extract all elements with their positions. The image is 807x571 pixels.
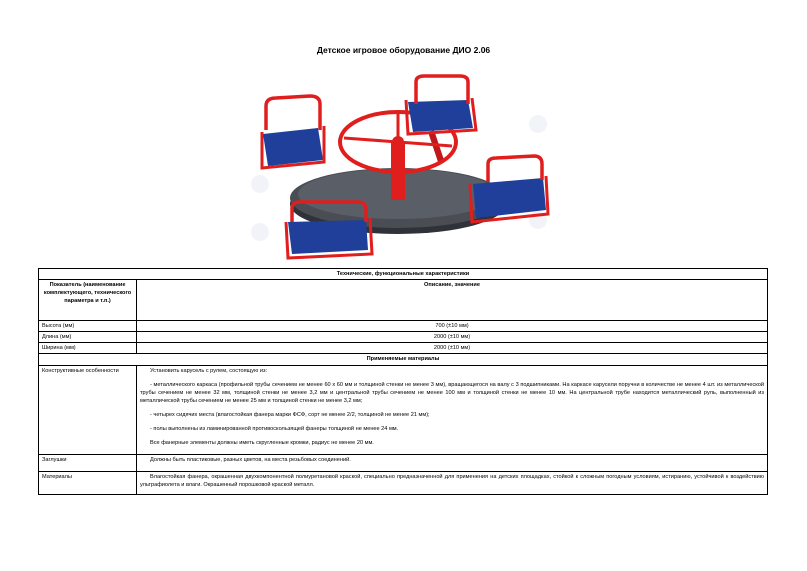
materials-text: Влагостойкая фанера, окрашенная двухкомпонентной полиуретановой краской, специально предназначенной для применения на детских площадках, стойкой к сложным погодным условиям, истиранию, устойчивой к воздействию ультрафиолета и влаги. Окрашенный порошковой краской металл. (140, 474, 764, 489)
row-value-plugs (137, 455, 768, 472)
row-label-construction: Конструктивные особенности (39, 365, 137, 455)
row-value-width: 2000 (±10 мм) (137, 343, 768, 354)
row-value-materials (137, 472, 768, 495)
construction-edges: Все фанерные элементы должны иметь скругленные кромки, радиус не менее 20 мм. (150, 440, 374, 447)
col-header-description: Описание, значение (137, 280, 768, 321)
row-value-height: 700 (±10 мм) (137, 321, 768, 332)
section-title-materials: Применяемые материалы (39, 354, 768, 365)
row-value-construction (137, 365, 768, 455)
page-title: Детское игровое оборудование ДИО 2.06 (316, 45, 491, 55)
spec-table (38, 268, 768, 495)
row-label-length: Длина (мм) (39, 332, 137, 343)
construction-seats: - четырех сидячих места (влагостойкая фанера марки ФСФ, сорт не менее 2/2, толщиной не менее 21 мм); (150, 411, 430, 418)
seat-back-right (406, 76, 476, 134)
row-label-materials: Материалы (39, 472, 137, 495)
row-value-length: 2000 (±10 мм) (137, 332, 768, 343)
seat-back-left (262, 96, 324, 168)
plugs-text: Должны быть пластиковые, разных цветов, на места резьбовых соединений. (150, 457, 351, 464)
row-label-width: Ширина (мм) (39, 343, 137, 354)
construction-floors: - полы выполнены из ламинированной противоскользящей фанеры толщиной не менее 24 мм. (150, 426, 399, 433)
carousel-illustration (248, 72, 558, 268)
row-label-plugs: Заглушки (39, 455, 137, 472)
col-header-indicator: Показатель (наименование комплектующего, технического параметра и т.п.) (39, 280, 137, 321)
section-title-characteristics: Технические, функциональные характеристики (39, 269, 768, 280)
row-label-height: Высота (мм) (39, 321, 137, 332)
construction-intro: Установить карусель с рулем, состоящую из: (150, 367, 268, 374)
construction-frame: - металлического каркаса (профильной трубы сечением не менее 60 х 60 мм и толщиной стенки не менее 3 мм), вращающегося на валу с 3 подшипниками. На каркасе карусели поручни в количестве не менее 4 шт. из металлической трубы сечением не менее 32 мм, толщиной стенки не менее 3,2 мм и центральной трубы сечением не менее 100 мм и толщиной стенки не менее 10 мм. На центральной трубе находится металлический руль, выполненный из металлической трубы сечением не менее 25 мм и толщиной стенки не менее 3,2 мм; (140, 381, 764, 404)
